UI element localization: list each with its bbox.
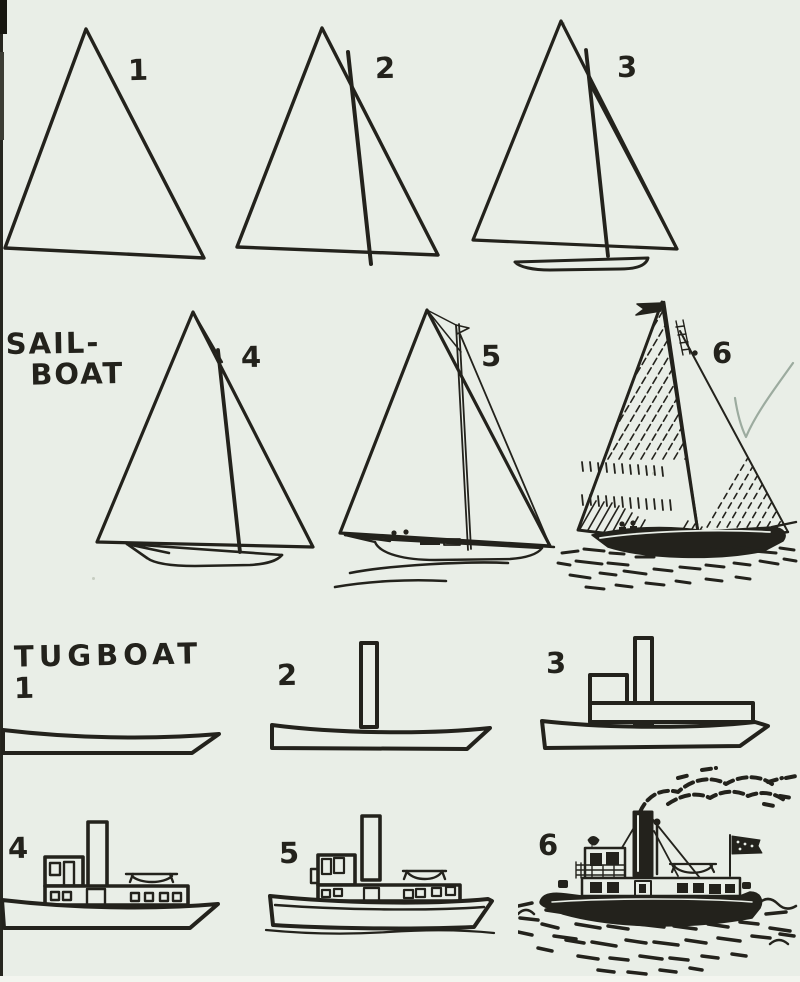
sail-triangle xyxy=(5,29,204,258)
smoke xyxy=(640,768,796,812)
hull xyxy=(272,725,490,749)
sailboat-step-1-drawing xyxy=(0,10,215,260)
sailboat-step-5-drawing xyxy=(330,292,570,598)
deckhouse xyxy=(590,703,753,722)
hull xyxy=(270,896,492,928)
deckhouse-door-pane xyxy=(639,884,646,893)
sail-triangle xyxy=(340,310,550,546)
steam-pipe-whistle xyxy=(655,820,659,824)
sail-triangle xyxy=(473,21,677,249)
hull xyxy=(542,721,768,748)
sailboat-step-4-drawing xyxy=(85,298,335,590)
sailboat-step-3-number: 3 xyxy=(616,49,638,85)
sailboat-step-1-number: 1 xyxy=(127,52,149,88)
mast xyxy=(664,302,700,545)
mast-ladder xyxy=(676,320,697,355)
smokestack xyxy=(634,812,652,876)
forestay xyxy=(460,334,550,546)
waterline xyxy=(335,562,508,587)
sailboat-step-6-number: 6 xyxy=(711,335,733,371)
mast xyxy=(586,50,608,256)
funnel xyxy=(362,816,380,880)
pilot-house xyxy=(590,675,627,703)
sailboat-label-line1: SAIL- xyxy=(5,325,101,362)
sailboat-step-2-drawing xyxy=(225,15,450,270)
forestay xyxy=(680,331,788,532)
lifeboat xyxy=(126,874,177,882)
bridge-wing xyxy=(311,869,318,883)
sailboat-step-4-number: 4 xyxy=(240,339,262,375)
tugboat-step-5-drawing xyxy=(258,801,508,941)
mast xyxy=(348,52,371,264)
sailboat-step-2-number: 2 xyxy=(374,50,396,86)
sailboat-label-line2: BOAT xyxy=(29,355,125,392)
hull xyxy=(540,892,762,926)
tugboat-step-4-drawing xyxy=(0,801,230,935)
tugboat-step-2-number: 2 xyxy=(276,657,298,693)
funnel xyxy=(361,643,377,727)
tugboat-step-3-number: 3 xyxy=(545,645,567,681)
sail-triangle xyxy=(97,312,313,547)
sailboat-step-6-drawing xyxy=(556,291,800,609)
tugboat-step-1-drawing xyxy=(0,712,230,764)
tugboat-step-4-number: 4 xyxy=(7,830,29,866)
tugboat-step-5-number: 5 xyxy=(278,835,300,871)
hull xyxy=(3,730,219,753)
tugboat-step-2-drawing xyxy=(263,628,498,755)
lifeboat xyxy=(403,871,446,879)
tugboat-step-6-number: 6 xyxy=(537,827,559,863)
tugboat-step-3-drawing xyxy=(533,628,785,754)
mast xyxy=(456,324,471,550)
tugboat-step-1-number: 1 xyxy=(13,670,35,706)
tugboat-section-label: TUGBOAT xyxy=(13,636,203,674)
pennant xyxy=(456,325,469,334)
bridge-railing xyxy=(576,862,625,878)
tugboat-step-6-drawing xyxy=(518,756,800,982)
sailboat-step-3-drawing xyxy=(455,8,695,278)
hull xyxy=(515,258,648,270)
waterline xyxy=(266,930,494,934)
sail-triangle xyxy=(237,28,438,255)
funnel xyxy=(88,822,107,888)
pencil-checkmark xyxy=(735,363,793,437)
sailboat-step-5-number: 5 xyxy=(480,338,502,374)
flag xyxy=(732,836,762,854)
